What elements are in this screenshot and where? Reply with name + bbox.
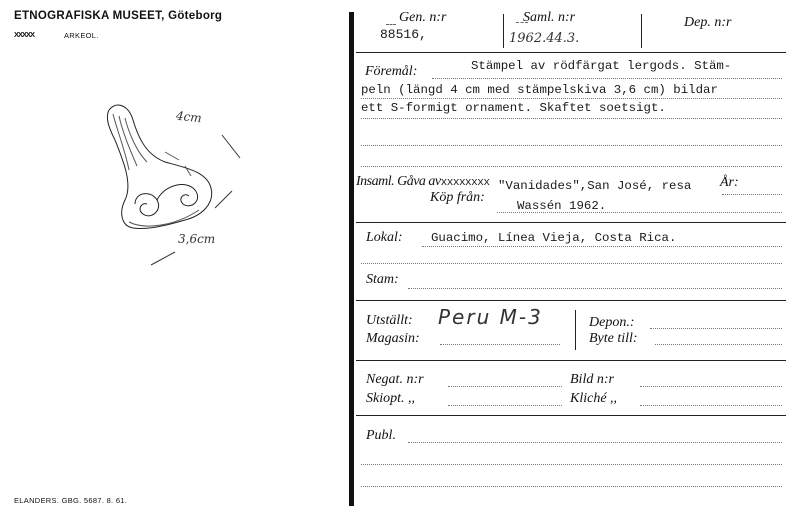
kop-rule	[497, 212, 782, 213]
bild-rule	[640, 386, 782, 387]
kliche-label: Kliché ,,	[570, 391, 618, 406]
ar-rule	[722, 194, 782, 195]
ar-label: År:	[720, 175, 739, 190]
saml-value: 1962.44.3.	[509, 31, 580, 46]
struck-text: xxxxxxxx	[440, 177, 490, 189]
kop-label: Köp från:	[430, 190, 485, 205]
magasin-rule	[440, 344, 560, 345]
rule-1	[356, 52, 786, 53]
publ-rule-3	[361, 486, 782, 487]
rule-2	[356, 222, 786, 223]
donor-value: "Vanidades",San José, resa	[498, 179, 692, 193]
stam-label: Stam:	[366, 272, 399, 287]
byte-rule	[655, 344, 782, 345]
lokal-label: Lokal:	[366, 230, 403, 245]
utstallt-label: Utställt:	[366, 313, 413, 328]
stamp-sketch	[95, 100, 245, 270]
foremal-rule-2	[361, 98, 782, 99]
foremal-line-2: peln (längd 4 cm med stämpelskiva 3,6 cm) bildar	[361, 83, 718, 97]
kop-value: Wassén 1962.	[517, 199, 607, 213]
dep-label: Dep. n:r	[684, 15, 732, 30]
lokal-value: Guacimo, Línea Vieja, Costa Rica.	[431, 231, 677, 245]
depon-rule	[650, 328, 782, 329]
lokal-rule	[422, 246, 782, 247]
byte-label: Byte till:	[589, 331, 638, 346]
saml-label: Saml. n:r	[523, 10, 576, 25]
printer-mark: ELANDERS. GBG. 5687. 8. 61.	[14, 496, 128, 505]
skiopt-label: Skiopt. ,,	[366, 391, 415, 406]
foremal-rule-1	[432, 78, 782, 79]
skiopt-rule	[448, 405, 562, 406]
margin-rule	[349, 12, 354, 506]
kliche-rule	[640, 405, 782, 406]
length-note: 4cm	[175, 108, 203, 126]
rule-5	[356, 415, 786, 416]
magasin-label: Magasin:	[366, 331, 420, 346]
gen-value: 88516,	[380, 27, 427, 42]
stam-rule	[408, 288, 782, 289]
publ-label: Publ.	[366, 428, 396, 443]
gen-label: Gen. n:r	[399, 10, 447, 25]
foremal-line-1: Stämpel av rödfärgat lergods. Stäm-	[471, 59, 732, 73]
utstallt-divider	[575, 310, 576, 350]
utstallt-value: Peru M-3	[438, 305, 543, 329]
publ-rule-2	[361, 464, 782, 465]
foremal-line-3: ett S-formigt ornament. Skaftet soetsigt.	[361, 101, 666, 115]
width-note: 3,6cm	[178, 232, 216, 246]
foremal-rule-5	[361, 166, 782, 167]
lokal-rule-2	[361, 263, 782, 264]
gen-dash	[386, 24, 396, 25]
rule-4	[356, 360, 786, 361]
insaml-label: Insaml. Gåva av	[356, 174, 441, 189]
foremal-rule-3	[361, 118, 782, 119]
struck-stamp: XXXXX	[14, 30, 35, 39]
foremal-rule-4	[361, 145, 782, 146]
insaml-label-struck	[356, 174, 489, 190]
museum-name: ETNOGRAFISKA MUSEET, Göteborg	[14, 10, 223, 22]
negat-label: Negat. n:r	[366, 372, 424, 387]
negat-rule	[448, 386, 562, 387]
foremal-label: Föremål:	[365, 64, 418, 79]
rule-3	[356, 300, 786, 301]
num-divider-2	[641, 14, 642, 48]
num-divider-1	[503, 14, 504, 48]
publ-rule-1	[408, 442, 782, 443]
department: ARKEOL.	[64, 31, 99, 40]
saml-dash	[516, 22, 528, 23]
depon-label: Depon.:	[589, 315, 635, 330]
bild-label: Bild n:r	[570, 372, 614, 387]
